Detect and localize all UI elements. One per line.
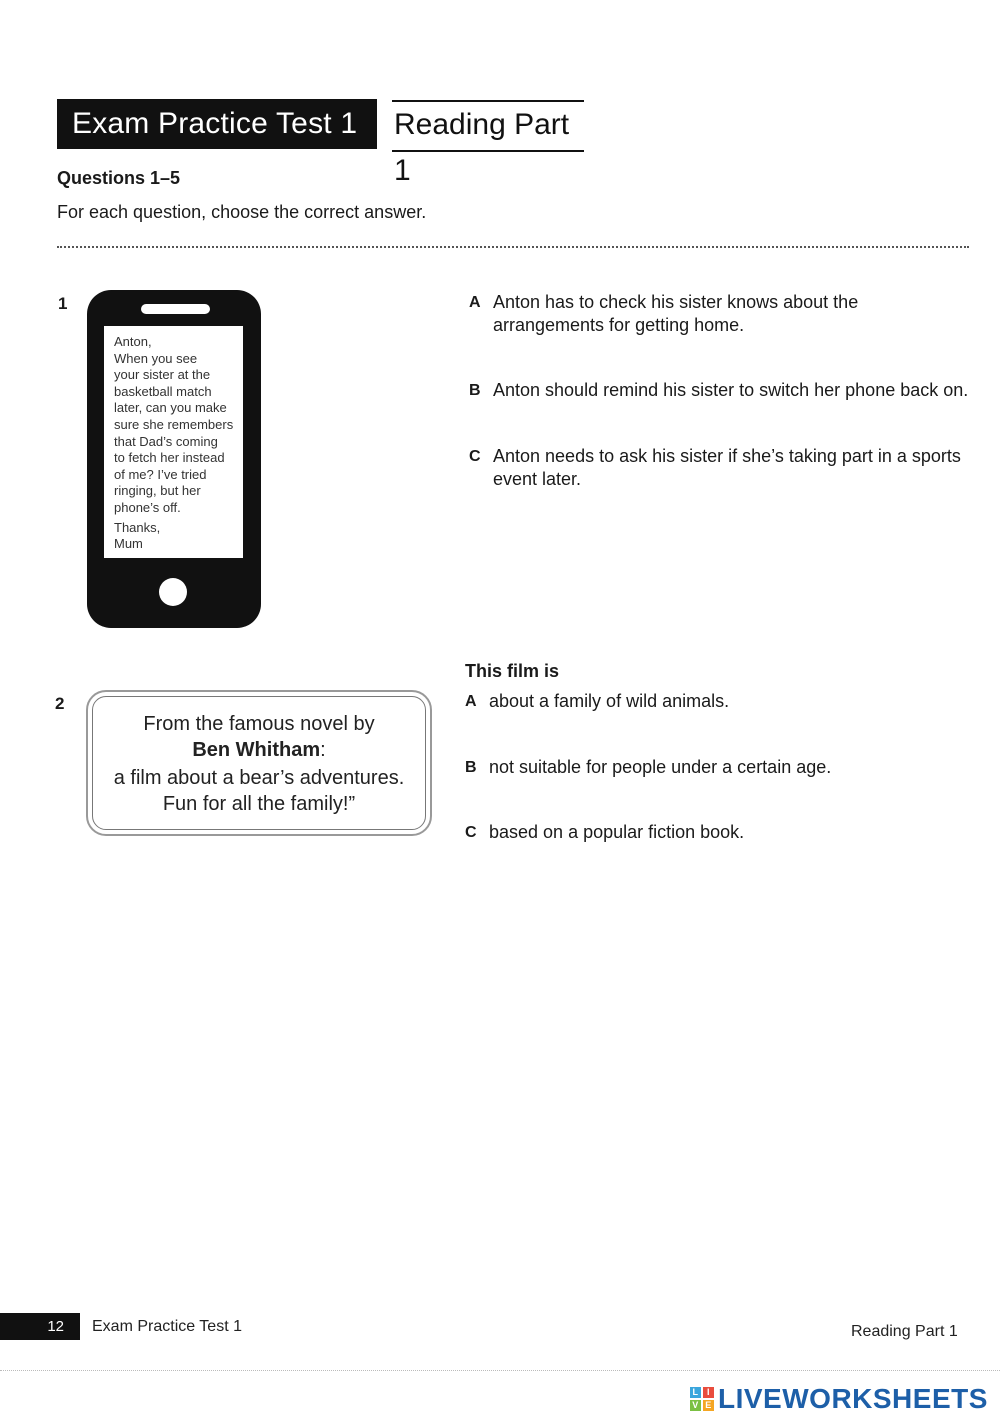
option-text: Anton should remind his sister to switch her phone back on. [493,380,969,400]
sign-colon: : [320,739,326,761]
logo-letter: V [690,1400,701,1411]
message-line: phone’s off. [114,499,181,515]
q1-option-a[interactable] [469,291,969,337]
message-line: basketball match [114,383,212,399]
message-line: your sister at the [114,367,211,383]
q1-option-c[interactable] [469,445,969,491]
text-message [114,334,240,553]
message-line: Anton, [114,334,152,349]
dotted-divider [57,246,969,248]
sign-line: Fun for all the family!” [162,793,356,815]
section-title: Reading Part 1 [392,100,584,152]
page-number: 12 [0,1313,80,1340]
sign-line: a film about a bear’s adventures. [113,767,405,789]
footer-divider [0,1370,1000,1371]
test-title: Exam Practice Test 1 [57,99,377,149]
option-letter: A [469,294,481,311]
message-line: to fetch her instead [114,450,225,466]
logo-letter: I [703,1387,714,1398]
message-line: that Dad’s coming [114,433,218,449]
message-line: sure she remembers [114,416,234,432]
message-line: of me? I’ve tried [114,466,207,482]
footer-section-title: Reading Part 1 [851,1323,958,1340]
option-letter: C [469,448,481,465]
phone-speaker [141,304,210,314]
sign-author: Ben Whitham [192,739,321,761]
phone-home-button [159,578,187,606]
film-sign-text [96,711,422,817]
sign-line: From the famous novel by [143,713,375,735]
liveworksheets-logo [690,1383,988,1415]
option-letter: B [469,382,481,399]
message-line: When you see [114,350,198,366]
option-text: Anton needs to ask his sister if she’s taking part in a sports event later. [493,446,961,489]
q2-option-c[interactable] [465,821,965,844]
q2-option-b[interactable] [465,756,965,779]
option-text: based on a popular fiction book. [489,822,745,842]
question-number-2: 2 [55,694,65,713]
questions-range-heading: Questions 1–5 [57,168,181,188]
message-line: Mum [114,536,143,552]
message-line: ringing, but her [114,483,201,499]
message-line: later, can you make [114,400,227,416]
option-letter: B [465,759,477,776]
question-number-1: 1 [58,294,68,313]
logo-letter: L [690,1387,701,1398]
option-text: Anton has to check his sister knows about the arrangements for getting home. [493,292,859,335]
option-text: not suitable for people under a certain age. [489,757,832,777]
footer-test-title: Exam Practice Test 1 [92,1318,242,1335]
logo-grid-icon [690,1387,714,1411]
instruction-text: For each question, choose the correct answer. [57,202,427,222]
logo-letter: E [703,1400,714,1411]
logo-text: LIVEWORKSHEETS [718,1383,988,1414]
question-stem: This film is [465,661,560,681]
option-letter: C [465,824,477,841]
q2-option-a[interactable] [465,690,965,713]
option-text: about a family of wild animals. [489,691,730,711]
option-letter: A [465,693,477,710]
q1-option-b[interactable] [469,379,969,402]
message-line: Thanks, [114,519,161,535]
